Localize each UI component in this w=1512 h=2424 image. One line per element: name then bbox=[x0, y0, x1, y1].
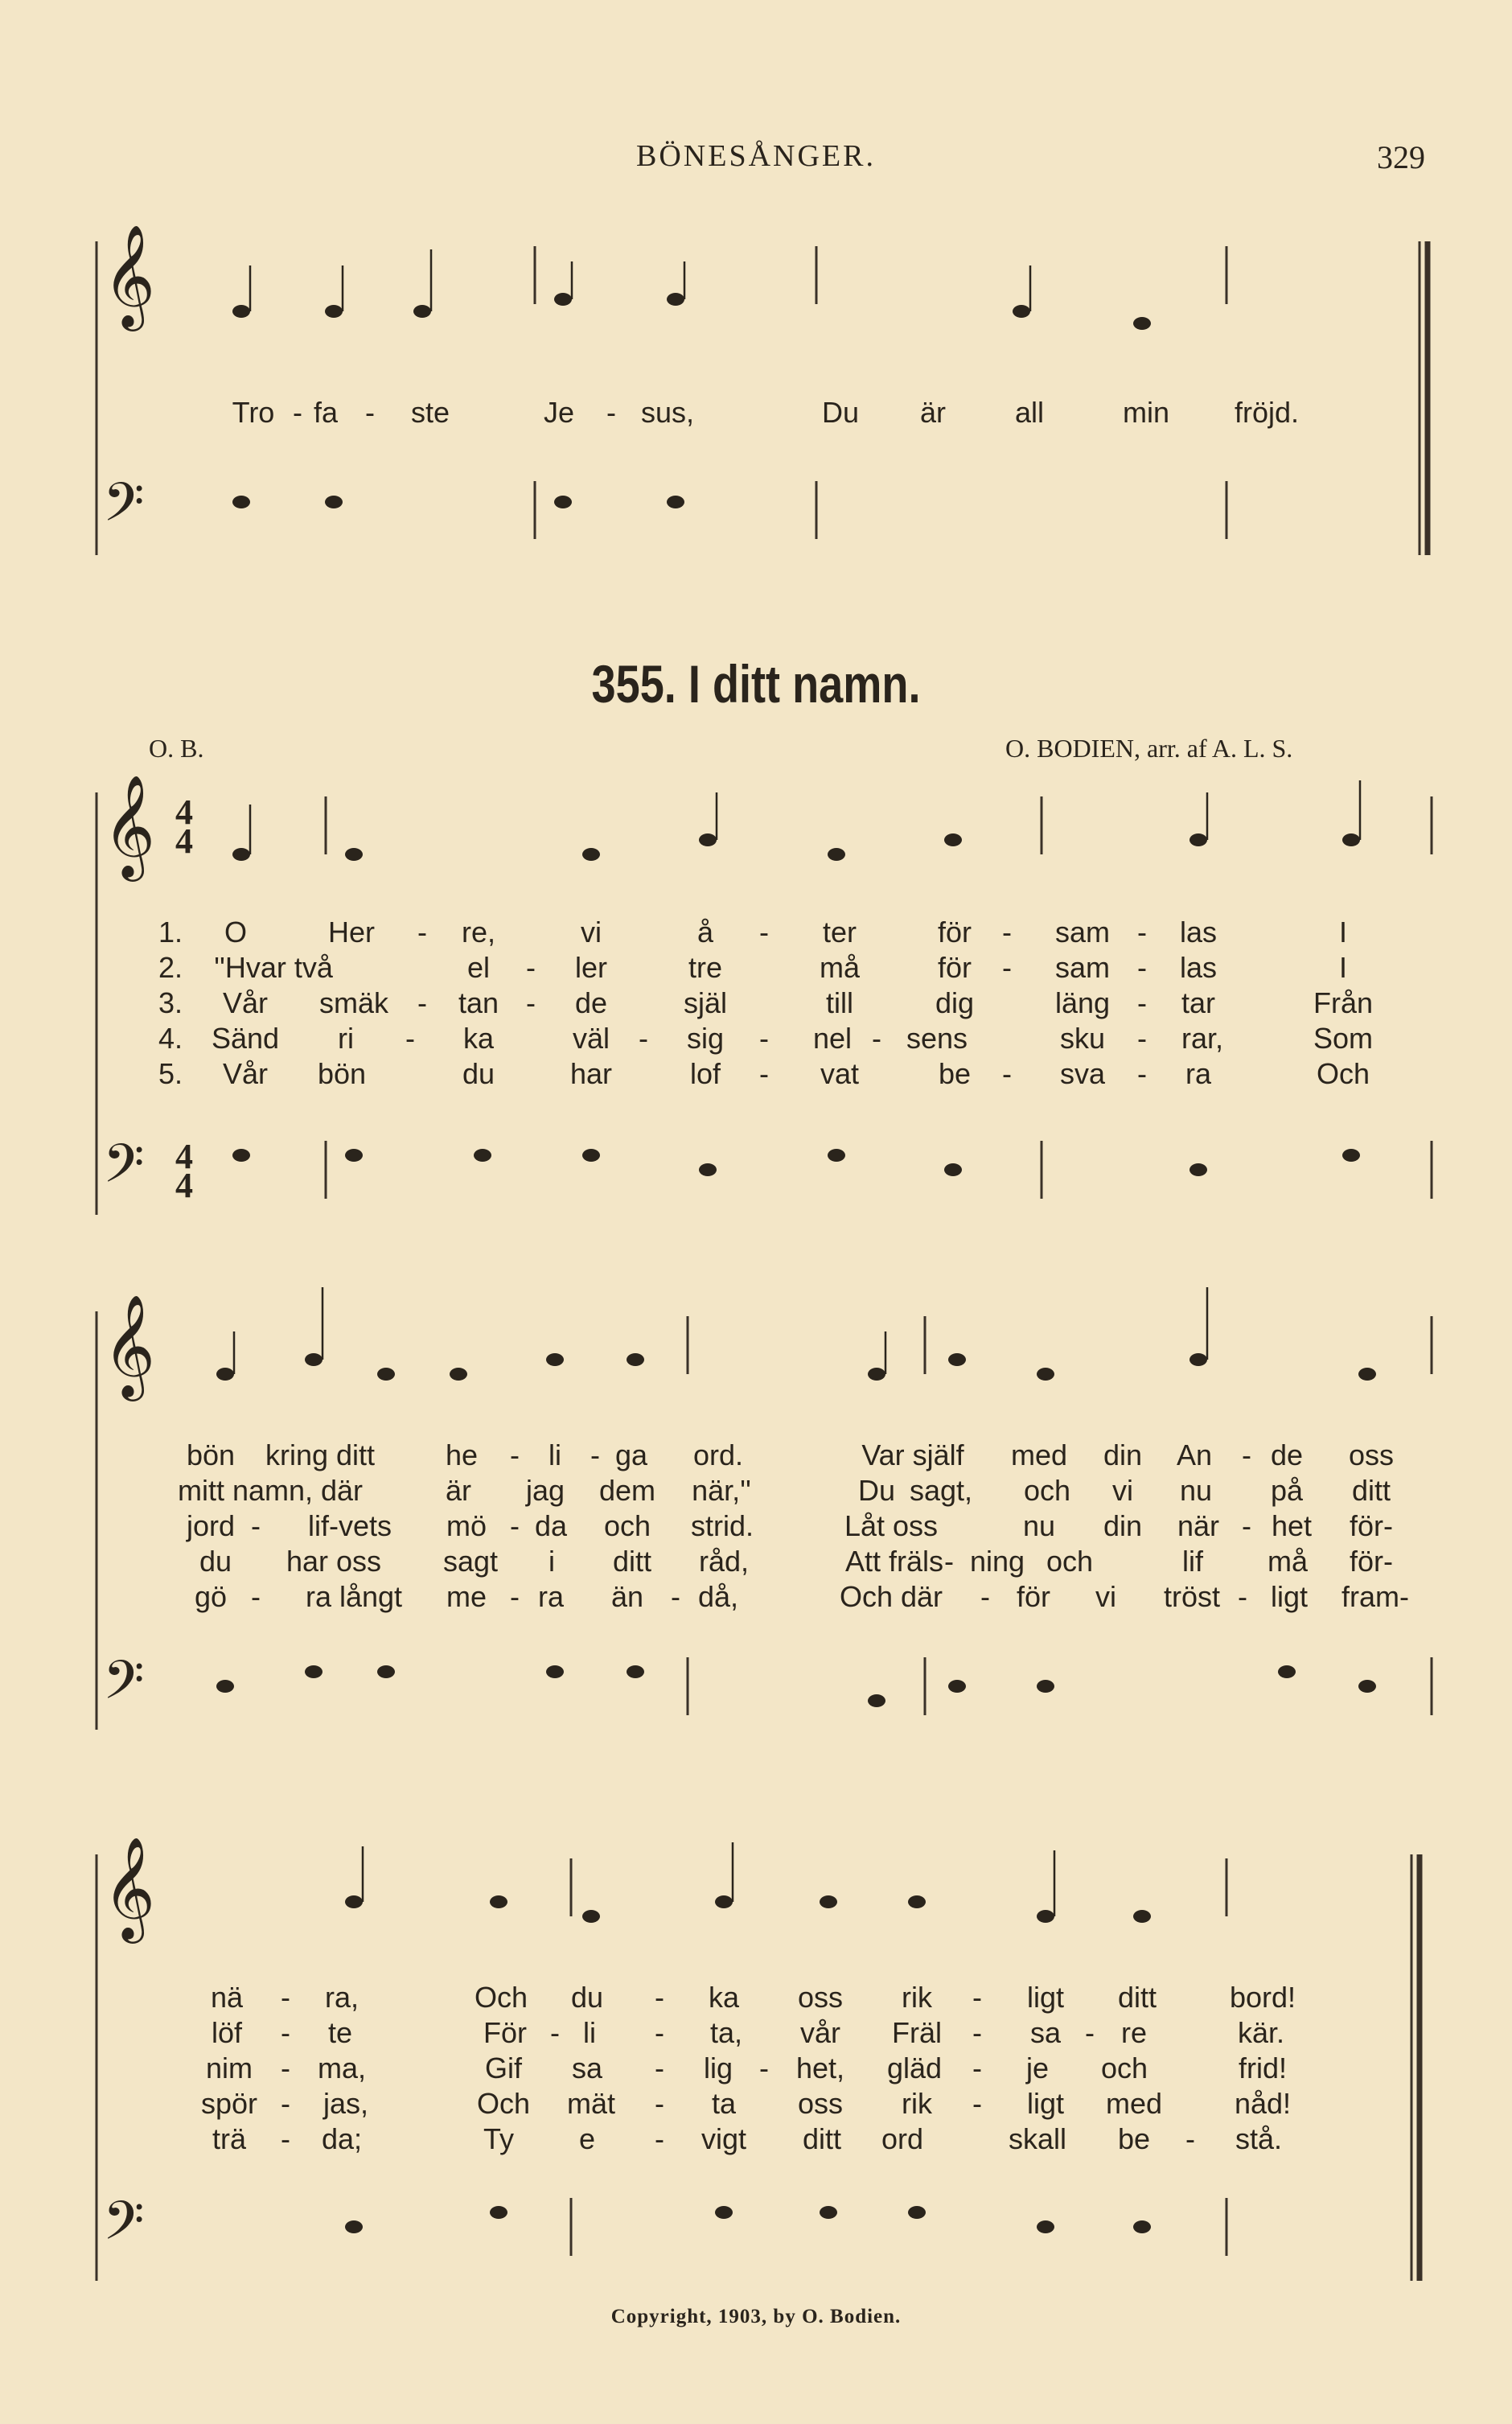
verse-1-line-1: 1. O Her - re, vi å - ter för - sam - las I bbox=[158, 916, 1348, 949]
top-treble-staff bbox=[97, 246, 1432, 304]
treble-clef-icon: 𝄞 bbox=[103, 1836, 156, 1939]
time-signature-bottom: 4 bbox=[175, 821, 193, 861]
verse-4-line-2: du har oss sagt i ditt råd, Att fräls - ning och lif må för- bbox=[199, 1545, 1393, 1578]
verse-4-line-3: spör - jas, Och mät - ta oss rik - ligt med nåd! bbox=[200, 2087, 1292, 2120]
sys2-treble-staff bbox=[97, 1316, 1432, 1374]
bass-clef-icon: 𝄢 bbox=[103, 2190, 145, 2265]
verse-3-line-2: jord - lif-vets mö - da och strid. Låt oss nu din när - het för- bbox=[186, 1509, 1393, 1542]
time-signature-top: 4 bbox=[175, 1137, 193, 1176]
treble-clef-icon: 𝄞 bbox=[103, 774, 156, 877]
verse-2-line-2: mitt namn, där är jag dem när,'' Du sagt, och vi nu på ditt bbox=[177, 1474, 1391, 1507]
verse-1-line-3: nä - ra, Och du - ka oss rik - ligt ditt bord! bbox=[210, 1981, 1296, 2014]
copyright-notice: Copyright, 1903, by O. Bodien. bbox=[610, 2306, 902, 2327]
verse-5-line-2: gö - ra långt me - ra än - då, Och där - för vi tröst - ligt fram- bbox=[194, 1580, 1409, 1613]
sys3-treble-staff bbox=[97, 1858, 1432, 1916]
sys3-bass-staff bbox=[97, 2198, 1432, 2256]
lyricist-credit: O. B. bbox=[149, 734, 204, 763]
page-number: 329 bbox=[1377, 139, 1425, 175]
bass-clef-icon: 𝄢 bbox=[103, 1133, 145, 1208]
sys1-treble-staff bbox=[97, 796, 1432, 854]
sys2-bass-staff bbox=[97, 1657, 1432, 1715]
top-fragment-lyrics: Tro - fa - ste Je - sus, Du är all min fröjd. bbox=[232, 396, 1300, 429]
time-signature-bottom: 4 bbox=[175, 1166, 193, 1205]
hymn-title: 355. I ditt namn. bbox=[591, 654, 921, 714]
top-bass-staff bbox=[97, 481, 1432, 539]
verse-5-line-1: 5. Vår bön du har lof - vat be - sva - ra Och bbox=[158, 1057, 1370, 1090]
bass-clef-icon: 𝄢 bbox=[103, 1649, 145, 1724]
verse-2-line-1: 2. ''Hvar två el - ler tre må för - sam - las I bbox=[158, 951, 1348, 984]
noteheads bbox=[216, 293, 1376, 2233]
page-header-title: BÖNESÅNGER. bbox=[636, 139, 876, 173]
bass-clef-icon: 𝄢 bbox=[103, 471, 145, 546]
time-signature-top: 4 bbox=[175, 792, 193, 832]
verse-4-line-1: 4. Sänd ri - ka väl - sig - nel - sens sku - rar, Som bbox=[158, 1022, 1374, 1055]
composer-credit: O. BODIEN, arr. af A. L. S. bbox=[1005, 734, 1293, 763]
verse-5-line-3: trä - da; Ty e - vigt ditt ord skall be - stå. bbox=[212, 2122, 1283, 2155]
verse-2-line-3: löf - te För - li - ta, vår Fräl - sa - re kär. bbox=[211, 2016, 1285, 2049]
sys1-bass-staff bbox=[97, 1141, 1432, 1199]
verse-1-line-2: bön kring ditt he - li - ga ord. Var själf med din An - de oss bbox=[186, 1438, 1395, 1471]
verse-3-line-1: 3. Vår smäk - tan - de själ till dig läng - tar Från bbox=[158, 986, 1374, 1019]
treble-clef-icon: 𝄞 bbox=[103, 224, 156, 327]
verse-3-line-3: nim - ma, Gif sa - lig - het, gläd - je och frid! bbox=[205, 2052, 1288, 2084]
treble-clef-icon: 𝄞 bbox=[103, 1294, 156, 1397]
